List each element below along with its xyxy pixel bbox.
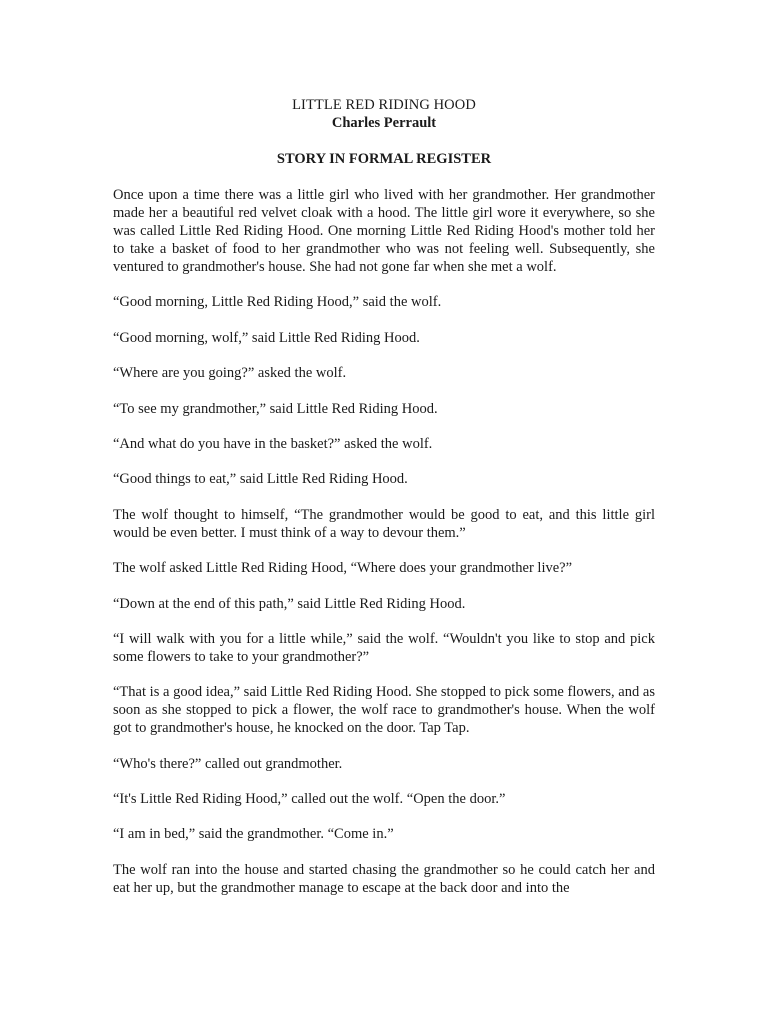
story-paragraph: The wolf ran into the house and started chasing the grandmother so he could catch her and eat her up, but the grandmother manage to escape at the back door and into the <box>113 861 655 896</box>
story-author: Charles Perrault <box>331 115 437 131</box>
story-paragraph: “And what do you have in the basket?” asked the wolf. <box>113 435 433 452</box>
story-paragraph: “Good things to eat,” said Little Red Riding Hood. <box>113 471 408 488</box>
story-paragraph: “To see my grandmother,” said Little Red Riding Hood. <box>113 400 438 417</box>
story-paragraph: “I will walk with you for a little while,” said the wolf. “Wouldn't you like to stop and pick some flowers to take to your grandmother?” <box>113 630 655 665</box>
story-paragraph: Once upon a time there was a little girl who lived with her grandmother. Her grandmother made her a beautiful red velvet cloak with a hood. The little girl wore it everywhere, so she was called Little Red Riding Hood. One morning Little Red Riding Hood's mother told her to take a basket of food to her grandmother who was not feeling well. Subsequently, she ventured to grandmother's house. She had not gone far when she met a wolf. <box>113 187 655 275</box>
story-paragraph: “I am in bed,” said the grandmother. “Come in.” <box>113 826 394 843</box>
story-paragraph: “That is a good idea,” said Little Red Riding Hood. She stopped to pick some flowers, and as soon as she stopped to pick a flower, the wolf race to grandmother's house. When the wolf got to grandmother's house, he knocked on the door. Tap Tap. <box>113 684 655 737</box>
story-paragraph: The wolf thought to himself, “The grandmother would be good to eat, and this little girl would be even better. I must think of a way to devour them.” <box>113 506 655 541</box>
story-paragraph: “Where are you going?” asked the wolf. <box>113 365 347 382</box>
document-content <box>113 96 655 914</box>
story-paragraph: The wolf asked Little Red Riding Hood, “Where does your grandmother live?” <box>113 560 573 577</box>
story-paragraph: “Good morning, wolf,” said Little Red Riding Hood. <box>113 329 420 346</box>
story-subtitle: STORY IN FORMAL REGISTER <box>276 151 492 167</box>
story-body <box>113 186 655 897</box>
story-paragraph: “Down at the end of this path,” said Little Red Riding Hood. <box>113 595 466 612</box>
story-title: LITTLE RED RIDING HOOD <box>292 97 476 113</box>
story-paragraph: “Who's there?” called out grandmother. <box>113 755 343 772</box>
story-paragraph: “It's Little Red Riding Hood,” called out the wolf. “Open the door.” <box>113 791 506 808</box>
story-paragraph: “Good morning, Little Red Riding Hood,” said the wolf. <box>113 294 442 311</box>
